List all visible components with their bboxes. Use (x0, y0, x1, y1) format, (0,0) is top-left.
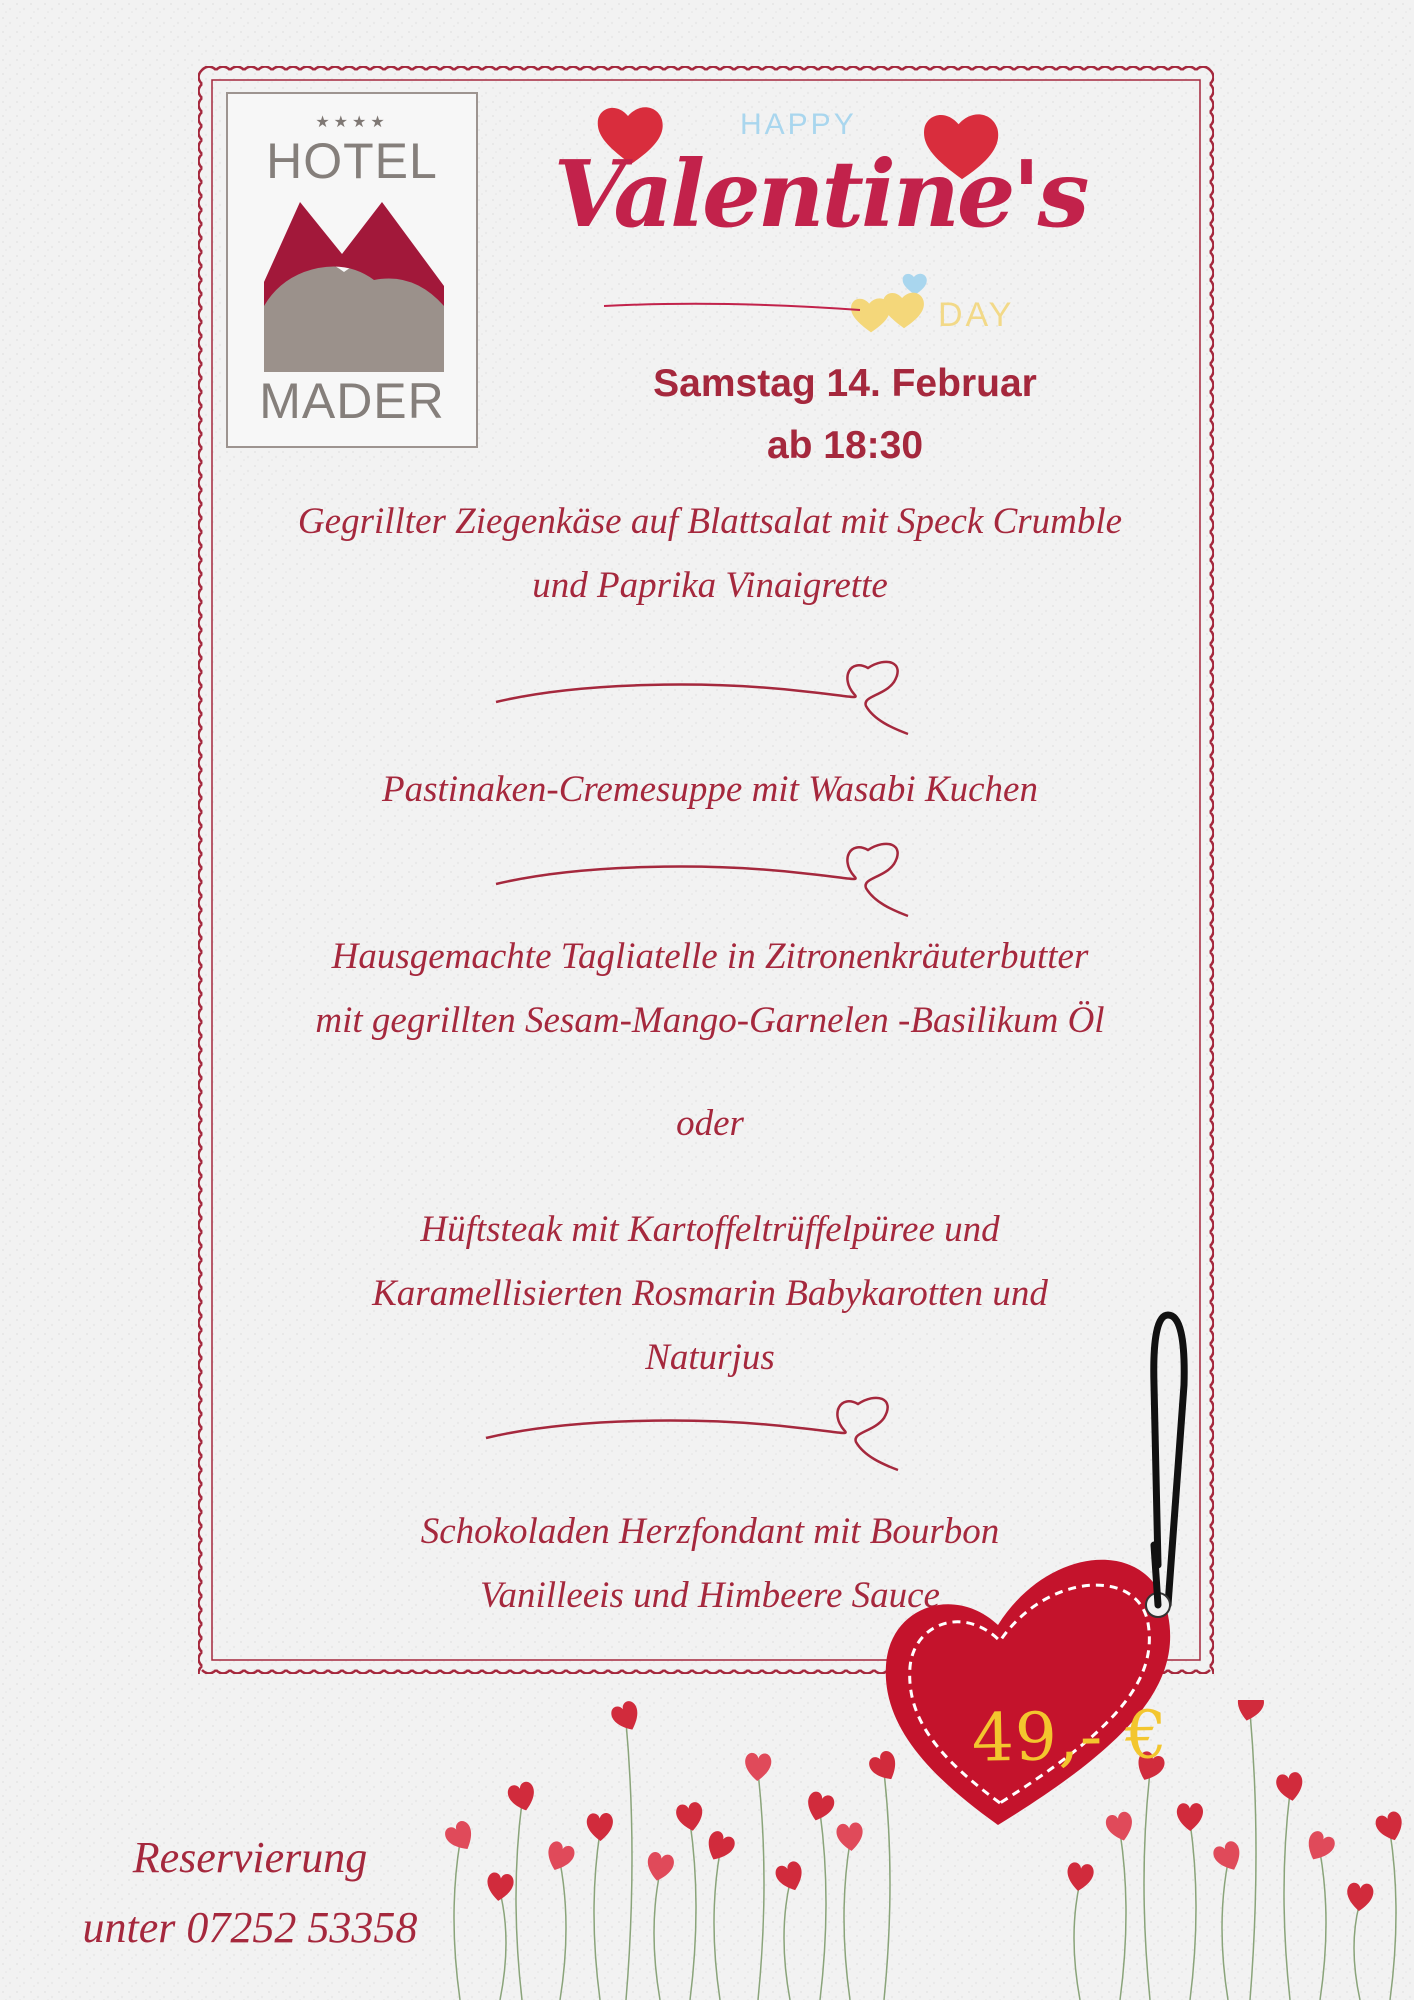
course-soup (210, 758, 1210, 822)
heart-flower-icon (702, 1829, 738, 1865)
flower-stem (516, 1802, 522, 2000)
happy-label: HAPPY (740, 108, 857, 141)
heart-flower-icon (1346, 1882, 1374, 1912)
heart-yellow-icon (882, 290, 926, 330)
menu-line: Karamellisierten Rosmarin Babykarotten und (372, 1273, 1048, 1314)
reservation-phone: unter 07252 53358 (82, 1903, 418, 1952)
heart-flower-icon (485, 1872, 514, 1903)
heart-flower-icon (803, 1790, 836, 1824)
heart-flower-icon (773, 1859, 807, 1894)
flower-stem (1320, 1852, 1326, 2000)
heart-flower-icon (506, 1780, 539, 1814)
flower-stem (1284, 1792, 1290, 2000)
course-main-pasta (210, 925, 1210, 1053)
flower-stem (1250, 1712, 1256, 2000)
heart-divider (480, 1386, 910, 1476)
flower-stem (844, 1842, 850, 2000)
heart-price-tag (868, 1305, 1218, 1865)
flower-stem (560, 1862, 566, 2000)
heart-flower-icon (836, 1822, 865, 1852)
menu-line: Hüftsteak mit Kartoffeltrüffelpüree und (420, 1209, 1000, 1250)
hotel-logo (226, 92, 478, 448)
flower-stem (1074, 1882, 1080, 2000)
menu-line: Naturjus (645, 1337, 775, 1378)
menu-price: 49,- € (971, 1696, 1169, 1777)
heart-flower-icon (1275, 1771, 1306, 1803)
mountain-logo-icon (264, 202, 444, 372)
hotel-logo-word-top: HOTEL (266, 133, 438, 189)
heart-flower-icon (542, 1839, 576, 1874)
day-label: DAY (938, 296, 1015, 334)
valentines-title: Valentine's (553, 140, 1087, 248)
valentines-headline (540, 100, 1100, 350)
flower-stem (500, 1892, 506, 2000)
flower-stem (784, 1882, 790, 2000)
headline-swash (600, 290, 880, 330)
flower-stem (690, 1822, 696, 2000)
menu-line: mit gegrillten Sesam-Mango-Garnelen -Basilikum Öl (315, 1000, 1105, 1041)
heart-divider (490, 832, 920, 922)
heart-flower-icon (1234, 1700, 1266, 1724)
heart-flower-icon (675, 1801, 706, 1833)
heart-flower-icon (744, 1753, 772, 1782)
menu-line: Vanilleeis und Himbeere Sauce (480, 1575, 940, 1616)
course-starter (210, 490, 1210, 618)
heart-divider (490, 650, 920, 740)
flower-stem (1354, 1902, 1360, 2000)
event-time: ab 18:30 (766, 424, 924, 467)
heart-flower-icon (1065, 1861, 1095, 1892)
menu-separator: oder (676, 1103, 744, 1144)
menu-line: und Paprika Vinaigrette (532, 565, 888, 606)
flower-stem (1390, 1832, 1396, 2000)
menu-line: Hausgemachte Tagliatelle in Zitronenkräuterbutter (331, 936, 1089, 977)
hotel-stars: ★★★★ (315, 112, 389, 131)
flower-stem (820, 1812, 826, 2000)
reservation-label: Reservierung (132, 1833, 368, 1882)
heart-flower-icon (644, 1851, 675, 1884)
flower-stem (714, 1852, 720, 2000)
hotel-logo-word-bottom: MADER (259, 373, 445, 429)
menu-line: Gegrillter Ziegenkäse auf Blattsalat mit Speck Crumble (297, 501, 1123, 542)
flower-stem (594, 1832, 600, 2000)
flower-stem (758, 1772, 764, 2000)
flower-stem (654, 1872, 660, 2000)
event-date: Samstag 14. Februar (653, 362, 1037, 405)
menu-line: Schokoladen Herzfondant mit Bourbon (420, 1511, 1000, 1552)
flower-stem (626, 1722, 632, 2000)
heart-flower-icon (1302, 1829, 1338, 1866)
menu-line: Pastinaken-Cremesuppe mit Wasabi Kuchen (382, 769, 1038, 810)
heart-flower-icon (586, 1813, 613, 1842)
flower-stem (1222, 1862, 1228, 2000)
